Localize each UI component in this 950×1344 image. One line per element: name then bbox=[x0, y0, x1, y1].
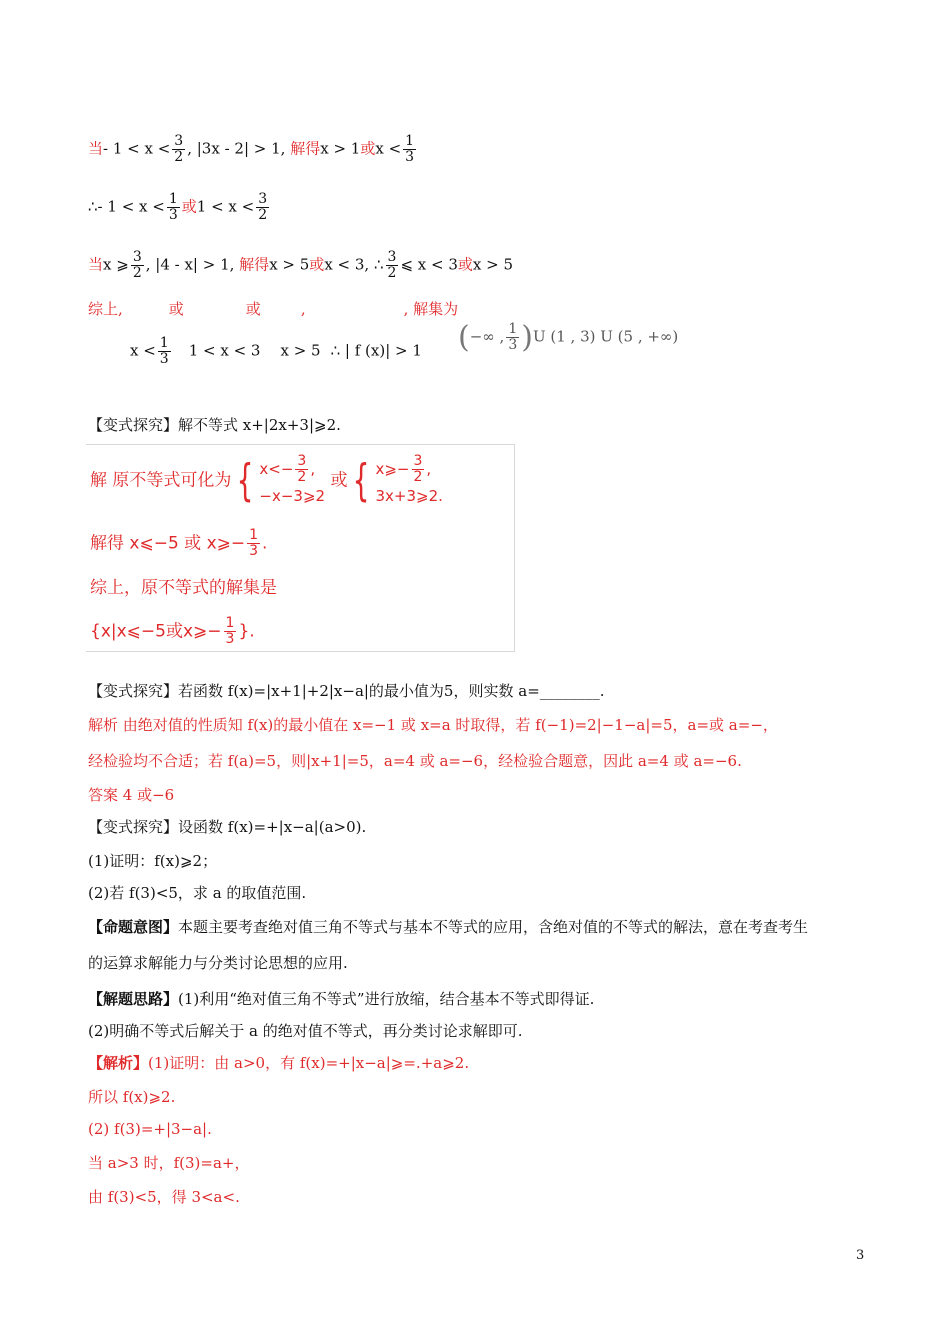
fraction bbox=[172, 134, 185, 165]
text: 或 bbox=[360, 139, 376, 158]
math: x < 3 bbox=[324, 255, 365, 274]
fraction bbox=[256, 192, 269, 223]
problem-text: 设函数 f(x)=+|x−a|(a>0). bbox=[178, 818, 367, 836]
text: (1)利用“绝对值三角不等式”进行放缩，结合基本不等式即得证. bbox=[178, 990, 595, 1008]
math: x ⩾ bbox=[103, 255, 129, 274]
math: x⩾− bbox=[375, 460, 410, 478]
denominator: 3 bbox=[225, 631, 235, 647]
variant-2 bbox=[88, 680, 605, 702]
text: 本题主要考查绝对值三角不等式与基本不等式的应用，含绝对值的不等式的解法，意在考查考生 bbox=[178, 918, 809, 936]
solution-set bbox=[90, 616, 255, 647]
math: ⩽ x < 3 bbox=[400, 255, 458, 274]
section-heading: 【解析】 bbox=[88, 1054, 149, 1072]
math: }. bbox=[238, 621, 255, 642]
solution-result: 解得 x⩽−5 或 x⩾− $\frac{1}{3}$ . bbox=[90, 527, 268, 559]
fraction bbox=[224, 616, 237, 647]
text: 当 bbox=[88, 139, 104, 158]
denominator: 3 bbox=[508, 337, 518, 353]
text: , bbox=[300, 300, 306, 318]
numerator: 3 bbox=[387, 249, 397, 265]
math: 解得 x⩽−5 或 x⩾− bbox=[90, 533, 246, 554]
section-heading: 【变式探究】 bbox=[88, 682, 179, 700]
denominator: 2 bbox=[413, 469, 423, 485]
variant-1 bbox=[88, 414, 341, 436]
idea-line-2: (2)明确不等式后解关于 a 的绝对值不等式，再分类讨论求解即可. bbox=[88, 1022, 523, 1040]
denominator: 3 bbox=[159, 351, 169, 367]
math: 1 < x < bbox=[196, 197, 255, 216]
text: 或 bbox=[309, 255, 325, 274]
paren-open: ( bbox=[458, 320, 470, 355]
solution-line-5: 由 f(3)<5，得 3<a<. bbox=[88, 1188, 240, 1206]
problem-text: 若函数 f(x)=|x+1|+2|x−a|的最小值为5，则实数 a=________. bbox=[178, 682, 605, 700]
denominator: 3 bbox=[168, 207, 178, 223]
fraction bbox=[247, 528, 260, 559]
problem-text: 解不等式 x+|2x+3|⩾2. bbox=[178, 416, 341, 434]
numerator: 3 bbox=[132, 249, 142, 265]
numerator: 1 bbox=[168, 191, 178, 207]
math: {x|x⩽−5或x⩾− bbox=[90, 621, 222, 642]
math: x < bbox=[130, 341, 156, 360]
math: , ∴ bbox=[364, 255, 384, 274]
case-line-1 bbox=[88, 134, 418, 165]
math: −∞ , bbox=[469, 327, 505, 346]
text: (1)证明：由 a>0，有 f(x)=+|x−a|⩾=.+a⩾2. bbox=[148, 1054, 470, 1072]
numerator: 3 bbox=[174, 133, 184, 149]
denominator: 2 bbox=[258, 207, 268, 223]
question-2: (2)若 f(3)<5，求 a 的取值范围. bbox=[88, 884, 307, 902]
text: 当 bbox=[88, 255, 104, 274]
text: 或 bbox=[168, 300, 184, 318]
math: x<− bbox=[259, 460, 294, 478]
text: 解得 bbox=[290, 139, 321, 158]
solution-line-3: (2) f(3)=+|3−a|. bbox=[88, 1120, 212, 1138]
section-heading: 【变式探究】 bbox=[88, 818, 179, 836]
math: x < bbox=[375, 139, 402, 158]
case-line-2 bbox=[88, 192, 271, 223]
intent-line-2: 的运算求解能力与分类讨论思想的应用. bbox=[88, 954, 348, 972]
answer-line: 答案 4 或−6 bbox=[88, 786, 175, 804]
page-number: 3 bbox=[856, 1248, 865, 1263]
solution-interval bbox=[458, 320, 678, 355]
denominator: 2 bbox=[297, 469, 307, 485]
intent-line-1 bbox=[88, 916, 808, 938]
fraction bbox=[295, 454, 308, 485]
section-heading: 【解题思路】 bbox=[88, 990, 179, 1008]
variant-3 bbox=[88, 816, 366, 838]
numerator: 3 bbox=[413, 453, 423, 469]
math: , |3x - 2| > 1, bbox=[187, 139, 291, 158]
math: ∴- 1 < x < bbox=[88, 197, 165, 216]
text: 或 bbox=[457, 255, 473, 274]
math: x > 5 bbox=[280, 341, 321, 360]
text: 或 bbox=[330, 470, 348, 491]
math: , |4 - x| > 1, bbox=[145, 255, 240, 274]
math: 3x+3⩾2. bbox=[375, 487, 443, 505]
section-heading: 【变式探究】 bbox=[88, 416, 179, 434]
numerator: 3 bbox=[258, 191, 268, 207]
brace: { bbox=[237, 454, 254, 506]
analysis-line-2: 经检验均不合适；若 f(a)=5，则|x+1|=5，a=4 或 a=−6，经检验合题意，因此 a=4 或 a=−6. bbox=[88, 752, 742, 770]
math: 1 < x < 3 bbox=[188, 341, 261, 360]
question-1: (1)证明：f(x)⩾2； bbox=[88, 852, 218, 870]
denominator: 2 bbox=[387, 265, 397, 281]
denominator: 2 bbox=[132, 265, 142, 281]
summary-line bbox=[88, 298, 458, 320]
numerator: 1 bbox=[249, 527, 259, 543]
denominator: 3 bbox=[249, 543, 259, 559]
solution-system bbox=[90, 454, 443, 507]
section-heading: 【命题意图】 bbox=[88, 918, 179, 936]
fraction bbox=[386, 250, 399, 281]
system-2: x⩾− $\frac{3}{2}$ , 3x+3⩾2. bbox=[375, 453, 443, 505]
system-1: x<− $\frac{3}{2}$ , −x−3⩾2 bbox=[259, 453, 326, 505]
summary-terms bbox=[130, 336, 422, 367]
math: −x−3⩾2 bbox=[259, 487, 326, 505]
text: 综上, bbox=[88, 300, 123, 318]
brace: { bbox=[353, 454, 370, 506]
numerator: 1 bbox=[159, 335, 169, 351]
fraction bbox=[167, 192, 180, 223]
numerator: 1 bbox=[508, 321, 518, 337]
math: x > 5 bbox=[269, 255, 310, 274]
case-line-3 bbox=[88, 250, 513, 281]
paren-close: ) bbox=[521, 320, 533, 355]
math: - 1 < x < bbox=[103, 139, 171, 158]
text: 或 bbox=[245, 300, 261, 318]
text: 解得 bbox=[239, 255, 270, 274]
idea-line-1 bbox=[88, 988, 594, 1010]
denominator: 2 bbox=[174, 149, 184, 165]
solution-line-1 bbox=[88, 1052, 469, 1074]
numerator: 1 bbox=[405, 133, 415, 149]
fraction bbox=[506, 322, 519, 353]
numerator: 3 bbox=[297, 453, 307, 469]
math: x > 1 bbox=[320, 139, 361, 158]
solution-line-4: 当 a>3 时，f(3)=a+， bbox=[88, 1154, 250, 1172]
math: ∴ | f (x)| > 1 bbox=[330, 341, 422, 360]
numerator: 1 bbox=[225, 615, 235, 631]
analysis-line-1: 解析 由绝对值的性质知 f(x)的最小值在 x=−1 或 x=a 时取得，若 f(−1)=2|−1−a|=5，a=或 a=−， bbox=[88, 716, 778, 734]
text: , 解集为 bbox=[403, 300, 459, 318]
solution-intro: 解 原不等式可化为 bbox=[90, 470, 232, 491]
fraction bbox=[403, 134, 416, 165]
math: U (1 , 3) U (5 , +∞) bbox=[532, 327, 679, 346]
text: 或 bbox=[181, 197, 197, 216]
math: x > 5 bbox=[472, 255, 514, 274]
solution-line-2: 所以 f(x)⩾2. bbox=[88, 1088, 176, 1106]
fraction bbox=[412, 454, 425, 485]
fraction bbox=[131, 250, 144, 281]
fraction bbox=[158, 336, 171, 367]
solution-summary: 综上，原不等式的解集是 bbox=[90, 578, 277, 598]
denominator: 3 bbox=[405, 149, 415, 165]
